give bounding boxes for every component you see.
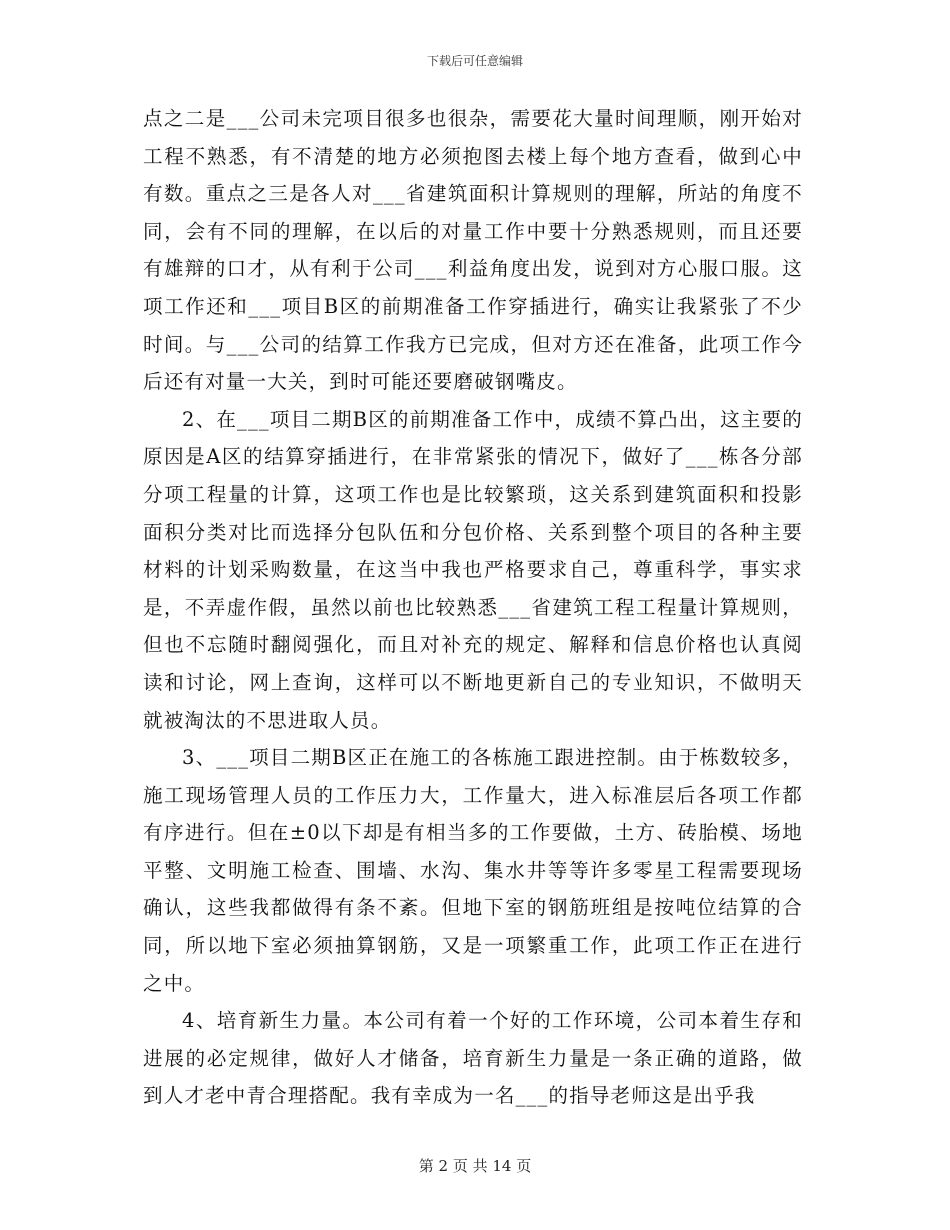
- page-header: 下载后可任意编辑: [426, 54, 523, 68]
- paragraph-1: 点之二是___公司未完项目很多也很杂，需要花大量时间理顺，刚开始对工程不熟悉，有不清楚的地方必须抱图去楼上每个地方查看，做到心中有数。重点之三是各人对___省建筑面积计算规则的理解，所站的角度不同，会有不同的理解，在以后的对量工作中要十分熟悉规则，而且还要有雄辩的口才，从有利于公司___利益角度出发，说到对方心服口服。这项工作还和___项目B区的前期准备工作穿插进行，确实让我紧张了不少时间。与___公司的结算工作我方已完成，但对方还在准备，此项工作今后还有对量一大关，到时可能还要磨破钢嘴皮。: [143, 107, 803, 394]
- paragraph-2: 2、在___项目二期B区的前期准备工作中，成绩不算凸出，这主要的原因是A区的结算穿插进行，在非常紧张的情况下，做好了___栋各分部分项工程量的计算，这项工作也是比较繁琐，这关系到建筑面积和投影面积分类对比而选择分包队伍和分包价格、关系到整个项目的各种主要材料的计划采购数量，在这当中我也严格要求自己，尊重科学，事实求是，不弄虚作假，虽然以前也比较熟悉___省建筑工程工程量计算规则，但也不忘随时翻阅强化，而且对补充的规定、解释和信息价格也认真阅读和讨论，网上查询，这样可以不断地更新自己的专业知识，不做明天就被淘汰的不思进取人员。: [143, 407, 803, 732]
- document-body: [143, 100, 803, 1115]
- paragraph-4: 4、培育新生力量。本公司有着一个好的工作环境，公司本着生存和进展的必定规律，做好人才储备，培育新生力量是一条正确的道路，做到人才老中青合理搭配。我有幸成为一名___的指导老师这是出乎我: [143, 1009, 803, 1108]
- paragraph-3: 3、___项目二期B区正在施工的各栋施工跟进控制。由于栋数较多，施工现场管理人员的工作压力大，工作量大，进入标准层后各项工作都有序进行。但在±0以下却是有相当多的工作要做，土方、砖胎模、场地平整、文明施工检查、围墙、水沟、集水井等等许多零星工程需要现场确认，这些我都做得有条不紊。但地下室的钢筋班组是按吨位结算的合同，所以地下室必须抽算钢筋，又是一项繁重工作，此项工作正在进行之中。: [143, 746, 803, 995]
- page-number: 第 2 页 共 14 页: [418, 1157, 532, 1175]
